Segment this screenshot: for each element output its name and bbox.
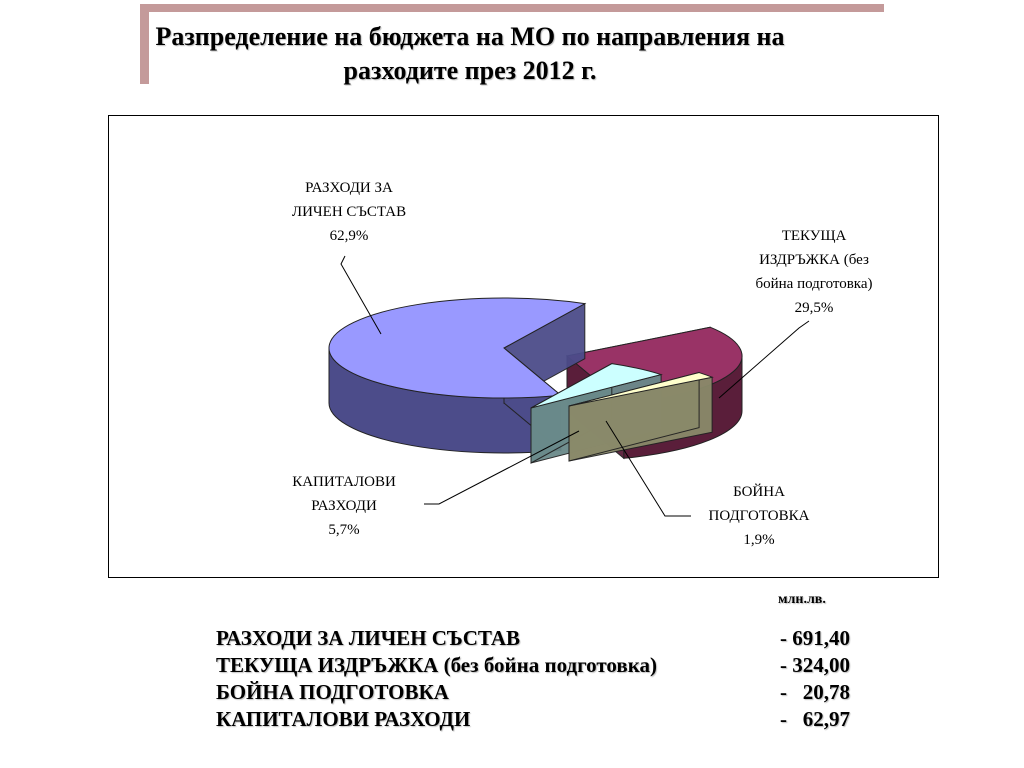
page-title [150,20,790,88]
label-capital-percent: 5,7% [328,522,360,538]
row-name: ТЕКУЩА ИЗДРЪЖКА (без бойна подготовка) [216,653,657,677]
label-combat-percent: 1,9% [743,532,775,548]
label-combat-training [674,480,844,552]
table-row [216,625,866,652]
row-value: - 20,78 [780,680,850,704]
row-value: - 62,97 [780,707,850,731]
label-capital-line-1: КАПИТАЛОВИ [292,474,396,490]
frame-left-bar [140,4,149,84]
row-name: КАПИТАЛОВИ РАЗХОДИ [216,707,471,731]
label-personnel-line-2: ЛИЧЕН СЪСТАВ [291,204,407,220]
row-value: - 324,00 [780,653,850,677]
row-name: РАЗХОДИ ЗА ЛИЧЕН СЪСТАВ [216,626,521,650]
label-maintenance-line-1: ТЕКУЩА [781,228,847,244]
label-maintenance-line-2: ИЗДРЪЖКА (без [759,252,869,268]
table-row [216,652,866,679]
unit-label: млн.лв. [778,592,826,607]
frame-top-bar [140,4,884,12]
budget-table [216,625,866,733]
label-personnel [249,176,449,248]
label-combat-line-2: ПОДГОТОВКА [708,508,810,524]
label-personnel-line-1: РАЗХОДИ ЗА [305,180,393,196]
label-capital [259,470,429,542]
title-line-1: Разпределение на бюджета на МО по направления на [155,22,785,51]
label-capital-line-2: РАЗХОДИ [311,498,377,514]
label-combat-line-1: БОЙНА [733,484,785,500]
table-row [216,706,866,733]
label-maintenance-percent: 29,5% [794,300,834,316]
table-row [216,679,866,706]
row-value: - 691,40 [780,626,850,650]
label-maintenance-line-3: бойна подготовка) [755,276,873,292]
row-name: БОЙНА ПОДГОТОВКА [216,680,449,704]
pie-chart [108,115,939,578]
title-line-2: разходите през 2012 г. [343,56,597,85]
label-maintenance [709,224,919,320]
label-personnel-percent: 62,9% [329,228,369,244]
